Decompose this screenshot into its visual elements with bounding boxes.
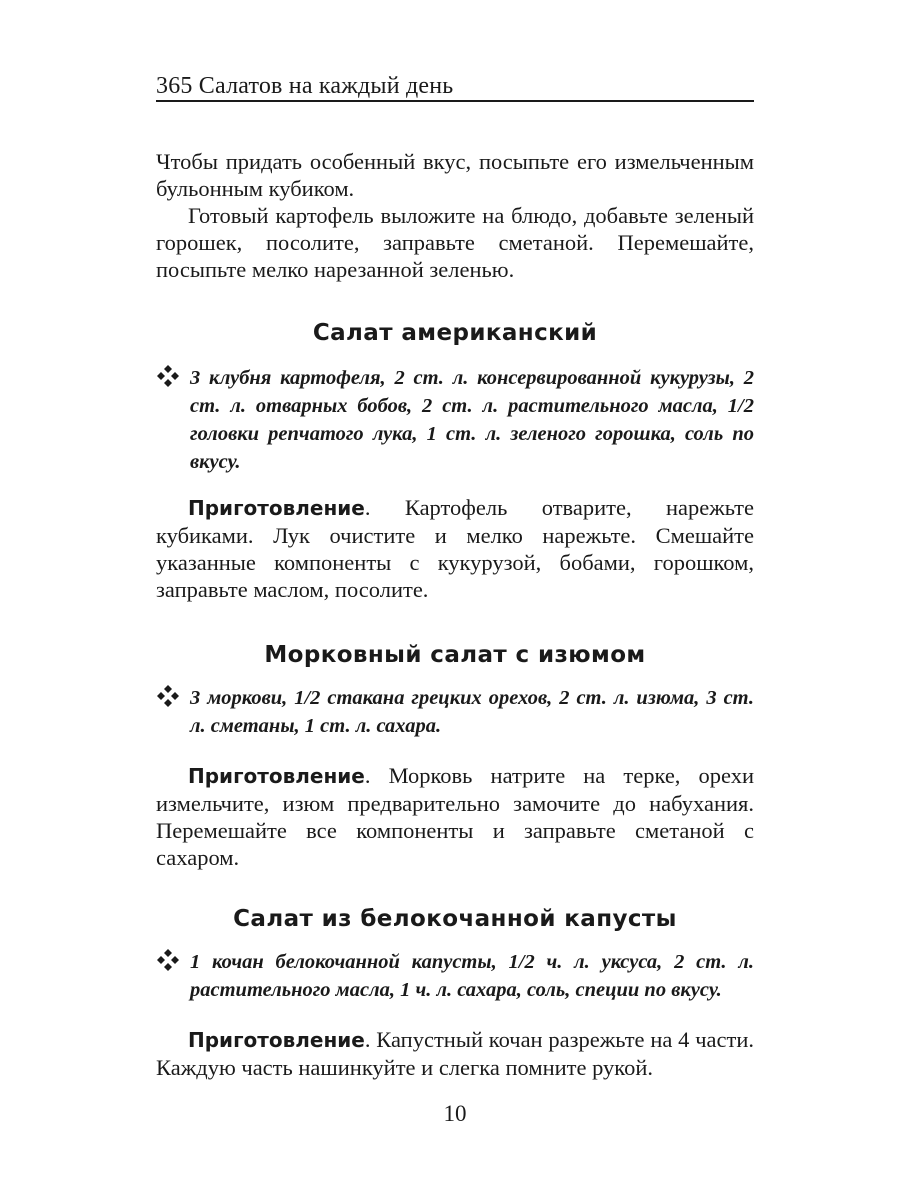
preparation-label: Приготовление xyxy=(188,1028,365,1052)
ingredients-text: 1 кочан белокочанной капусты, 1/2 ч. л. уксуса, 2 ст. л. растительного масла, 1 ч. л. сахара, соль, специи по вкусу. xyxy=(190,951,754,1001)
ingredients-text: 3 клубня картофеля, 2 ст. л. консервированной кукурузы, 2 ст. л. отварных бобов, 2 ст. л. растительного масла, 1/2 головки репчатого лука, 1 ст. л. зеленого горошка, соль по вкусу. xyxy=(190,367,754,473)
preparation-text: . Картофель отварите, нарежьте кубиками. Лук очистите и мелко нарежьте. Смешайте указанные компоненты с кукурузой, бобами, горошком, заправьте маслом, посолите. xyxy=(156,495,754,602)
recipe-title-cabbage-salad: Салат из белокочанной капусты xyxy=(233,906,677,932)
intro-text xyxy=(156,148,754,283)
diamond-bullet-icon xyxy=(156,948,180,972)
preparation-text: . Морковь натрите на терке, орехи измельчите, изюм предварительно замочите до набухания. Перемешайте все компоненты и заправьте сметаной с сахаром. xyxy=(156,763,754,870)
page-number: 10 xyxy=(443,1101,467,1126)
diamond-bullet-icon xyxy=(156,364,180,388)
recipe-title-american-salad: Салат американский xyxy=(312,320,598,346)
recipe-preparation-american-salad xyxy=(156,494,754,603)
recipe-ingredients-carrot-salad xyxy=(156,684,754,740)
running-head: 365 Салатов на каждый день xyxy=(156,72,754,102)
intro-paragraph-1: Чтобы придать особенный вкус, посыпьте его измельченным бульонным кубиком. xyxy=(156,149,754,201)
recipe-preparation-carrot-salad xyxy=(156,762,754,871)
recipe-ingredients-american-salad xyxy=(156,364,754,476)
recipe-title-carrot-salad: Морковный салат с изюмом xyxy=(264,642,646,668)
recipe-ingredients-cabbage-salad xyxy=(156,948,754,1004)
preparation-label: Приготовление xyxy=(188,764,365,788)
ingredients-text: 3 моркови, 1/2 стакана грецких орехов, 2 ст. л. изюма, 3 ст. л. сметаны, 1 ст. л. сахара. xyxy=(190,687,754,737)
book-page xyxy=(156,60,754,1170)
intro-paragraph-2: Готовый картофель выложите на блюдо, добавьте зеленый горошек, посолите, заправьте сметаной. Перемешайте, посыпьте мелко нарезанной зеленью. xyxy=(156,203,754,282)
preparation-label: Приготовление xyxy=(188,496,365,520)
preparation-text: . Капустный кочан разрежьте на 4 части. Каждую часть нашинкуйте и слегка помните рукой. xyxy=(156,1027,754,1080)
diamond-bullet-icon xyxy=(156,684,180,708)
recipe-preparation-cabbage-salad xyxy=(156,1026,754,1081)
